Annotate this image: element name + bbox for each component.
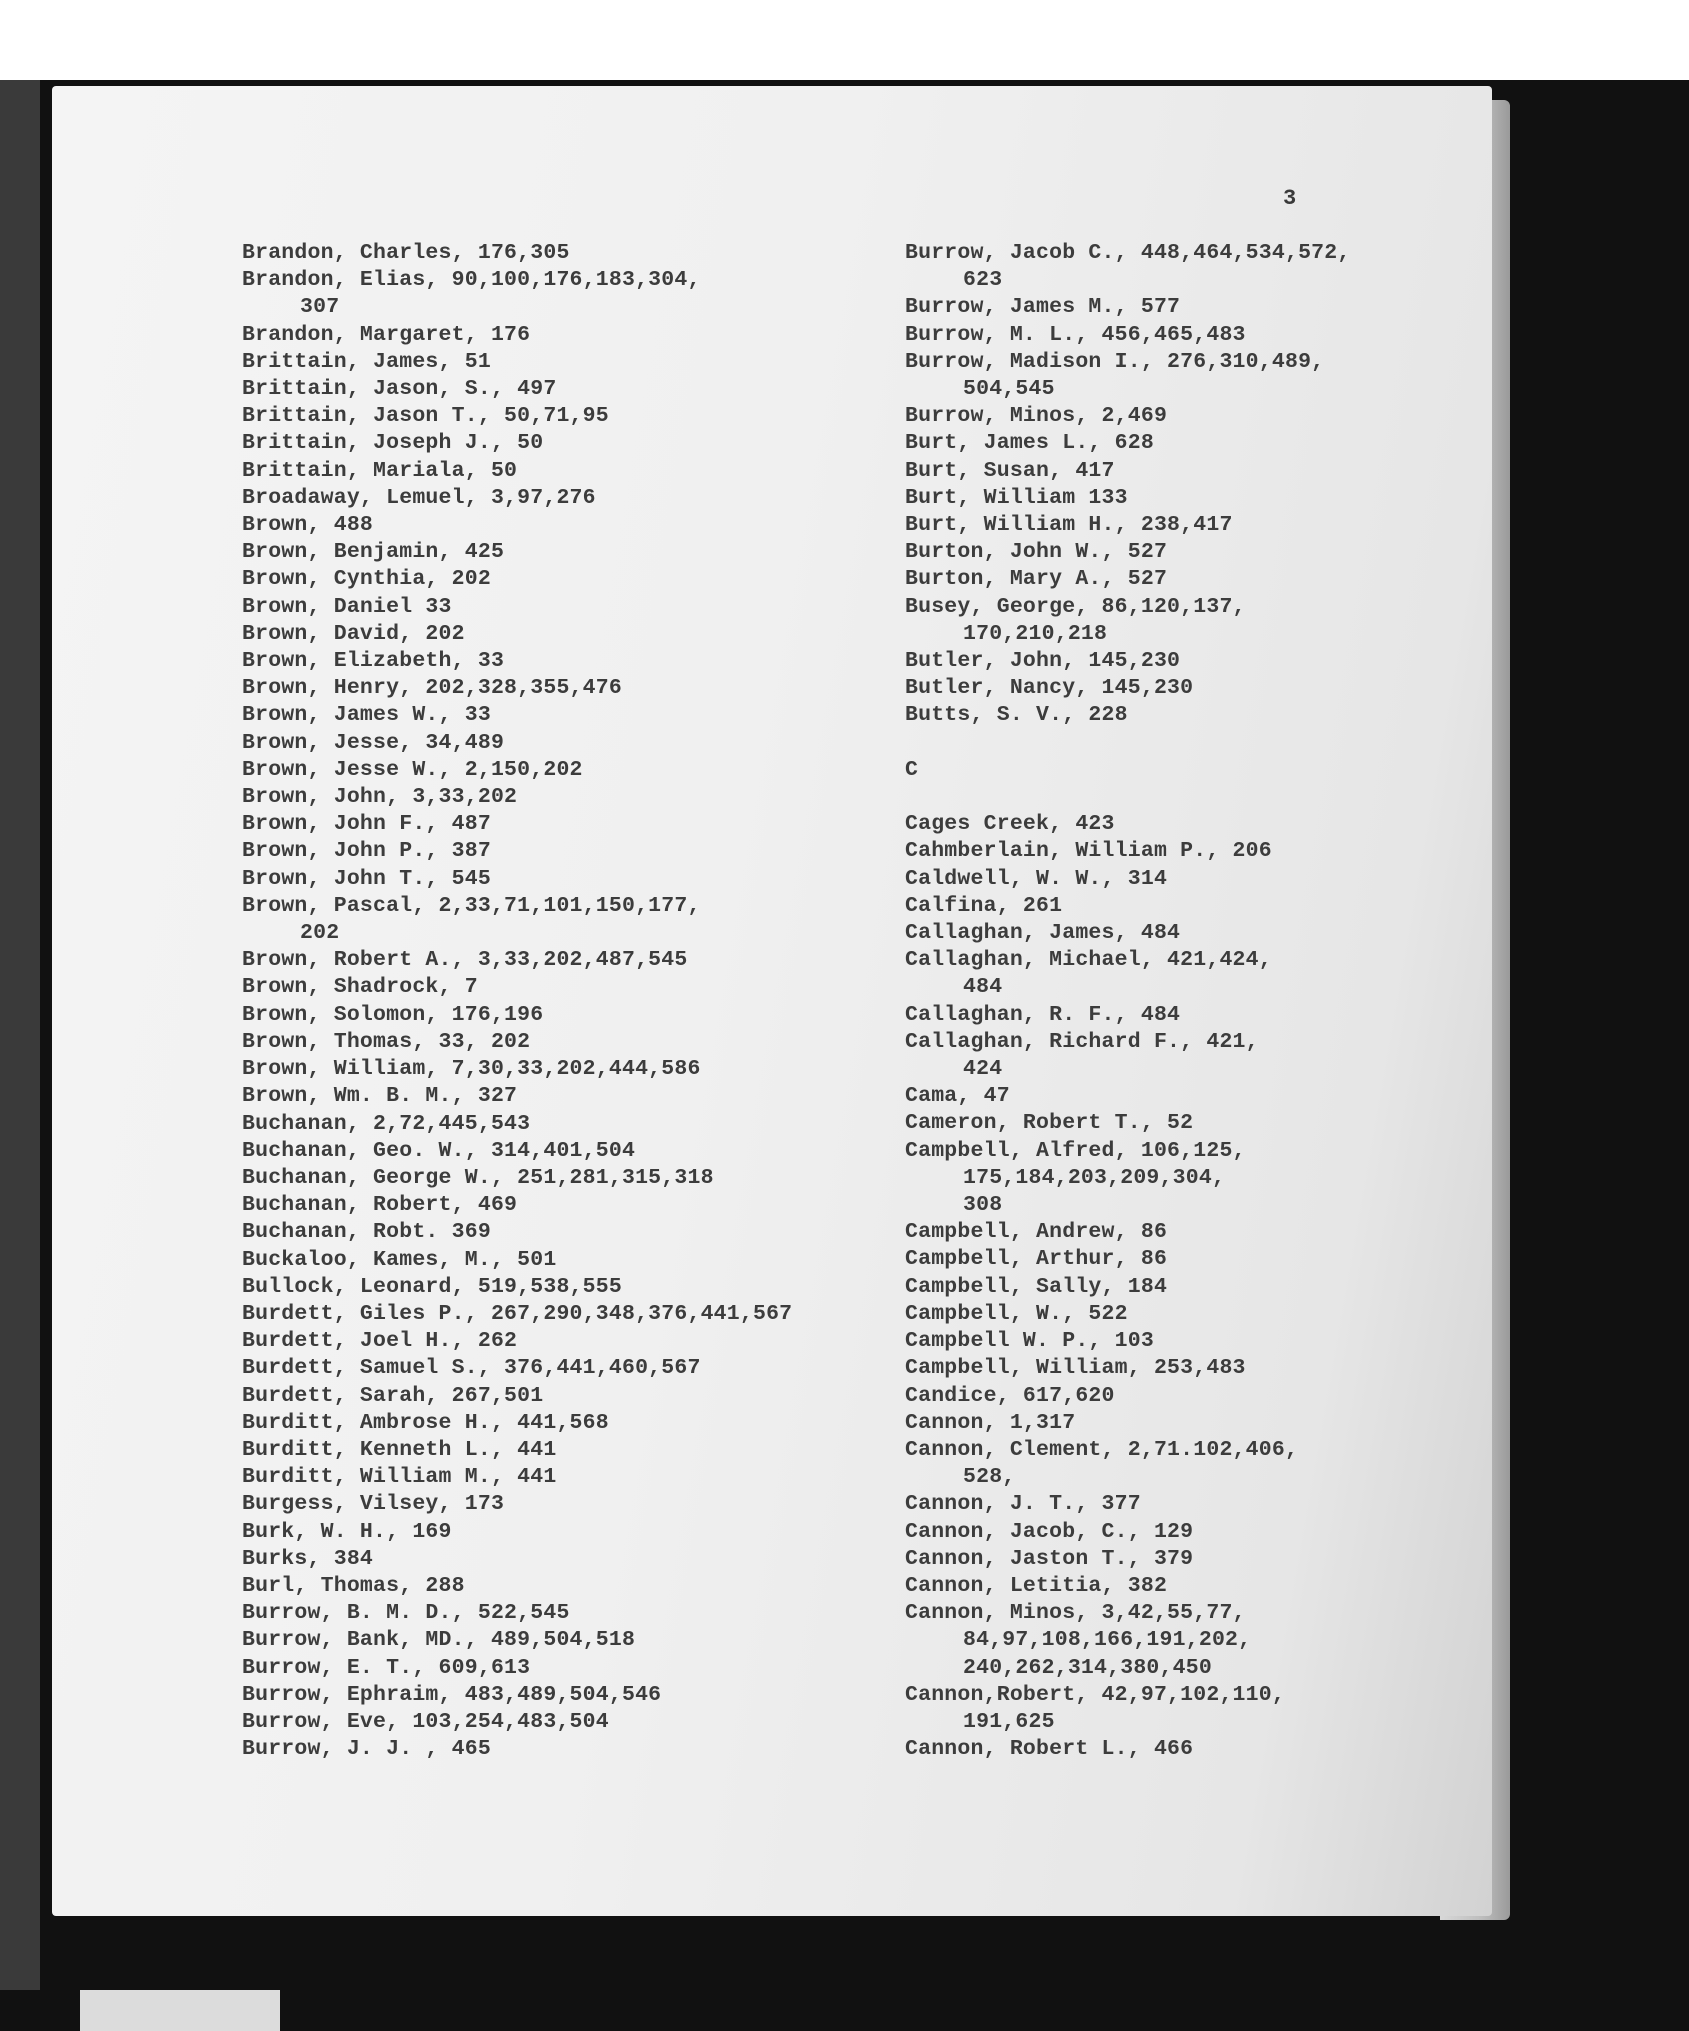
- index-entry: [242, 267, 892, 321]
- index-entry: [242, 675, 892, 702]
- section-spacer: [905, 730, 1425, 757]
- index-entry: [242, 1002, 892, 1029]
- index-entry-text: Burt, Susan, 417: [905, 458, 1115, 483]
- index-entry: [905, 947, 1425, 1001]
- index-entry-text: Burrow, Ephraim, 483,489,504,546: [242, 1682, 662, 1707]
- index-entry: [905, 1600, 1425, 1654]
- index-entry-text: Cama, 47: [905, 1084, 1010, 1109]
- index-entry: [905, 1655, 1425, 1682]
- index-entry: [905, 1546, 1425, 1573]
- index-entry: [242, 1165, 892, 1192]
- index-entry-text: Campbell, Arthur, 86: [905, 1247, 1168, 1272]
- index-entry-text: Campbell W. P., 103: [905, 1329, 1154, 1354]
- index-entry: [242, 1519, 892, 1546]
- index-entry-continuation: 307: [300, 295, 340, 320]
- index-entry: [905, 1192, 1425, 1219]
- index-entry-text: Burditt, Kenneth L., 441: [242, 1437, 557, 1462]
- index-entry-text: Burditt, William M., 441: [242, 1465, 557, 1490]
- index-entry: [242, 1682, 892, 1709]
- index-entry-continuation: 424: [963, 1057, 1003, 1082]
- index-entry-continuation: 484: [963, 975, 1003, 1000]
- index-entry-text: Burrow, Bank, MD., 489,504,518: [242, 1628, 636, 1653]
- index-entry-text: Brandon, Margaret, 176: [242, 322, 531, 347]
- index-entry-continuation: 191,625: [963, 1709, 1055, 1734]
- index-entry: [242, 730, 892, 757]
- index-entry: [242, 866, 892, 893]
- index-entry-text: Burdett, Samuel S., 376,441,460,567: [242, 1356, 701, 1381]
- index-entry-text: Callaghan, James, 484: [905, 921, 1181, 946]
- index-entry: [905, 811, 1425, 838]
- index-entry-text: Broadaway, Lemuel, 3,97,276: [242, 485, 596, 510]
- index-entry-text: Brown, John F., 487: [242, 812, 491, 837]
- index-entry-text: Burl, Thomas, 288: [242, 1573, 465, 1598]
- index-entry-text: Brown, John P., 387: [242, 839, 491, 864]
- index-entry-text: Brittain, Mariala, 50: [242, 458, 518, 483]
- index-entry-text: Brandon, Charles, 176,305: [242, 241, 570, 265]
- index-entry: [905, 1383, 1425, 1410]
- index-entry-text: Cannon, Clement, 2,71.102,406,: [905, 1437, 1299, 1462]
- index-entry: [242, 1355, 892, 1382]
- index-entry-text: Burrow, Minos, 2,469: [905, 404, 1168, 429]
- index-entry-text: Burgess, Vilsey, 173: [242, 1492, 505, 1517]
- index-entry: [905, 1274, 1425, 1301]
- index-entry: [242, 784, 892, 811]
- index-entry-text: Buchanan, Robt. 369: [242, 1220, 491, 1245]
- index-entry: [905, 1437, 1425, 1491]
- index-entry-text: Brown, James W., 33: [242, 703, 491, 728]
- index-entry-text: Brown, Shadrock, 7: [242, 975, 478, 1000]
- index-entry-text: Cahmberlain, William P., 206: [905, 839, 1272, 864]
- index-entry-text: Brown, Cynthia, 202: [242, 567, 491, 592]
- index-entry: [242, 1600, 892, 1627]
- index-entry-text: Cannon, Jacob, C., 129: [905, 1519, 1194, 1544]
- index-entry: [242, 403, 892, 430]
- index-entry: [242, 1247, 892, 1274]
- index-entry-continuation: 202: [300, 921, 340, 946]
- index-entry: [905, 1682, 1425, 1736]
- index-entry: [242, 1736, 892, 1763]
- index-entry-text: Burt, James L., 628: [905, 431, 1154, 456]
- index-entry-text: Callaghan, Richard F., 421,: [905, 1029, 1259, 1054]
- index-entry: [905, 512, 1425, 539]
- index-entry: [242, 1138, 892, 1165]
- index-entry-continuation: 84,97,108,166,191,202,: [963, 1628, 1252, 1653]
- index-entry: [905, 648, 1425, 675]
- index-entry: [242, 430, 892, 457]
- index-entry-text: Brown, Henry, 202,328,355,476: [242, 676, 622, 701]
- index-entry-text: Brittain, James, 51: [242, 349, 491, 374]
- index-entry: [905, 1301, 1425, 1328]
- index-entry: [242, 512, 892, 539]
- index-entry-continuation: 308: [963, 1193, 1003, 1218]
- index-entry-text: Campbell, Alfred, 106,125,: [905, 1138, 1246, 1163]
- index-entry-text: Callaghan, R. F., 484: [905, 1002, 1181, 1027]
- index-entry: [242, 1274, 892, 1301]
- index-entry-text: Buchanan, Geo. W., 314,401,504: [242, 1138, 636, 1163]
- index-entry-text: Butler, Nancy, 145,230: [905, 676, 1194, 701]
- index-entry-text: Campbell, Sally, 184: [905, 1274, 1168, 1299]
- index-entry: [242, 458, 892, 485]
- index-entry-text: Campbell, Andrew, 86: [905, 1220, 1168, 1245]
- index-entry-text: Burdett, Sarah, 267,501: [242, 1383, 544, 1408]
- index-entry: [905, 838, 1425, 865]
- index-entry: [242, 1301, 892, 1328]
- index-entry-text: Buchanan, Robert, 469: [242, 1193, 518, 1218]
- index-entry: [905, 1736, 1425, 1763]
- index-entry: [905, 893, 1425, 920]
- index-entry: [905, 1328, 1425, 1355]
- index-entry: [242, 594, 892, 621]
- index-entry-text: Cannon,Robert, 42,97,102,110,: [905, 1682, 1285, 1707]
- index-entry-text: Burrow, Madison I., 276,310,489,: [905, 349, 1325, 374]
- index-entry: [242, 1219, 892, 1246]
- index-entry: [242, 1029, 892, 1056]
- index-entry-text: Burrow, J. J. , 465: [242, 1737, 491, 1762]
- index-entry-text: Burk, W. H., 169: [242, 1519, 452, 1544]
- index-entry: [242, 893, 892, 947]
- index-entry-text: Brown, William, 7,30,33,202,444,586: [242, 1057, 701, 1082]
- index-entry: [242, 566, 892, 593]
- index-entry: [242, 757, 892, 784]
- index-entry: [905, 485, 1425, 512]
- index-entry-text: Brittain, Jason T., 50,71,95: [242, 404, 609, 429]
- index-entry-text: Burdett, Giles P., 267,290,348,376,441,567: [242, 1301, 793, 1326]
- index-entry: [905, 1138, 1425, 1192]
- index-section-b: [905, 240, 1425, 730]
- index-entry: [242, 1410, 892, 1437]
- index-entry-text: Brown, John, 3,33,202: [242, 785, 518, 810]
- index-entry-continuation: 528,: [963, 1465, 1016, 1490]
- index-entry: [905, 294, 1425, 321]
- index-entry-text: Burrow, B. M. D., 522,545: [242, 1601, 570, 1626]
- index-entry: [242, 1491, 892, 1518]
- index-entry: [905, 1410, 1425, 1437]
- index-entry-text: Cannon, Minos, 3,42,55,77,: [905, 1601, 1246, 1626]
- index-entry-text: Burrow, Jacob C., 448,464,534,572,: [905, 241, 1351, 265]
- index-entry: [905, 1491, 1425, 1518]
- index-entry-text: Brown, John T., 545: [242, 866, 491, 891]
- index-entry: [242, 1437, 892, 1464]
- index-entry: [905, 403, 1425, 430]
- index-entry-text: Burton, John W., 527: [905, 540, 1168, 565]
- index-entry-continuation: 170,210,218: [963, 621, 1108, 646]
- index-entry-text: Brown, Solomon, 176,196: [242, 1002, 544, 1027]
- index-entry-text: Brown, Pascal, 2,33,71,101,150,177,: [242, 893, 701, 918]
- index-column-right: [905, 240, 1425, 1763]
- index-entry: [242, 648, 892, 675]
- index-entry: [905, 594, 1425, 648]
- index-entry: [905, 349, 1425, 403]
- index-section-c: [905, 811, 1425, 1763]
- section-letter-c: C: [905, 757, 918, 782]
- index-entry-text: Brittain, Joseph J., 50: [242, 431, 544, 456]
- index-entry: [242, 1083, 892, 1110]
- index-entry: [905, 1573, 1425, 1600]
- index-entry-text: Calfina, 261: [905, 893, 1063, 918]
- index-entry-text: Campbell, W., 522: [905, 1301, 1128, 1326]
- index-entry-text: Cannon, 1,317: [905, 1410, 1076, 1435]
- index-entry-text: Burrow, Eve, 103,254,483,504: [242, 1709, 609, 1734]
- index-entry-text: Buchanan, 2,72,445,543: [242, 1111, 531, 1136]
- index-entry: [905, 458, 1425, 485]
- index-entry: [905, 675, 1425, 702]
- index-entry-text: Cages Creek, 423: [905, 812, 1115, 837]
- index-entry: [242, 1464, 892, 1491]
- index-entry-continuation: 623: [963, 268, 1003, 293]
- index-entry: [242, 349, 892, 376]
- index-entry: [905, 1002, 1425, 1029]
- index-entry-text: Cannon, J. T., 377: [905, 1492, 1141, 1517]
- index-entry-text: Brown, David, 202: [242, 621, 465, 646]
- index-entry: [905, 1219, 1425, 1246]
- index-entry-text: Burt, William H., 238,417: [905, 513, 1233, 538]
- index-entry: [242, 1111, 892, 1138]
- index-entry-text: Burrow, E. T., 609,613: [242, 1655, 531, 1680]
- index-entry: [905, 539, 1425, 566]
- index-entry-text: Burton, Mary A., 527: [905, 567, 1168, 592]
- index-entry: [905, 566, 1425, 593]
- index-entry-text: Brown, Jesse W., 2,150,202: [242, 757, 583, 782]
- index-entry-text: Burt, William 133: [905, 485, 1128, 510]
- index-entry-text: Burditt, Ambrose H., 441,568: [242, 1410, 609, 1435]
- index-entry: [242, 1328, 892, 1355]
- index-column-left: [242, 240, 892, 1763]
- index-entry: [905, 322, 1425, 349]
- index-entry: [242, 947, 892, 974]
- index-entry-continuation: 240,262,314,380,450: [963, 1655, 1212, 1680]
- index-entry: [905, 240, 1425, 294]
- index-entry: [242, 811, 892, 838]
- index-entry: [905, 1083, 1425, 1110]
- index-entry-text: Buckaloo, Kames, M., 501: [242, 1247, 557, 1272]
- index-entry: [242, 1627, 892, 1654]
- index-entry: [905, 1110, 1425, 1137]
- index-entry-text: Burks, 384: [242, 1546, 374, 1571]
- index-entry-text: Butler, John, 145,230: [905, 649, 1181, 674]
- index-entry-text: Brown, Daniel 33: [242, 594, 452, 619]
- film-border-left: [0, 80, 40, 1990]
- index-entry-text: Burrow, M. L., 456,465,483: [905, 322, 1246, 347]
- index-entry: [242, 621, 892, 648]
- index-entry-text: Butts, S. V., 228: [905, 703, 1128, 728]
- index-entry-text: Brown, Robert A., 3,33,202,487,545: [242, 948, 688, 973]
- page-number: 3: [1283, 186, 1297, 211]
- index-entry-text: Cameron, Robert T., 52: [905, 1111, 1194, 1136]
- index-entry-text: Busey, George, 86,120,137,: [905, 594, 1246, 619]
- index-entry: [242, 838, 892, 865]
- film-border-bottom: [80, 1990, 280, 2031]
- index-entry: [905, 866, 1425, 893]
- index-entry-text: Brown, Thomas, 33, 202: [242, 1029, 531, 1054]
- index-entry-text: Brittain, Jason, S., 497: [242, 377, 557, 402]
- index-entry-text: Bullock, Leonard, 519,538,555: [242, 1274, 622, 1299]
- index-entry-continuation: 175,184,203,209,304,: [963, 1165, 1226, 1190]
- index-entry-text: Brown, Jesse, 34,489: [242, 730, 505, 755]
- index-entry-text: Cannon, Letitia, 382: [905, 1573, 1168, 1598]
- index-entry: [242, 485, 892, 512]
- index-entry: [242, 539, 892, 566]
- index-entry-text: Brown, 488: [242, 513, 374, 538]
- index-entry: [905, 920, 1425, 947]
- index-entry-text: Callaghan, Michael, 421,424,: [905, 948, 1272, 973]
- index-entry: [242, 1655, 892, 1682]
- index-entry-text: Cannon, Robert L., 466: [905, 1737, 1194, 1762]
- index-entry-text: Buchanan, George W., 251,281,315,318: [242, 1165, 714, 1190]
- index-entry: [242, 1709, 892, 1736]
- index-entry: [905, 1519, 1425, 1546]
- index-entry-text: Campbell, William, 253,483: [905, 1356, 1246, 1381]
- index-entry-text: Caldwell, W. W., 314: [905, 866, 1168, 891]
- index-entry-text: Burrow, James M., 577: [905, 295, 1181, 320]
- index-entry: [242, 240, 892, 267]
- index-entry-text: Brown, Benjamin, 425: [242, 540, 505, 565]
- index-entry: [905, 1355, 1425, 1382]
- index-entry-text: Burdett, Joel H., 262: [242, 1329, 518, 1354]
- index-entry: [242, 1546, 892, 1573]
- index-entry-continuation: 504,545: [963, 377, 1055, 402]
- index-entry: [242, 702, 892, 729]
- index-entry: [242, 1192, 892, 1219]
- index-entry: [242, 376, 892, 403]
- index-entry: [242, 1056, 892, 1083]
- index-entry-text: Brandon, Elias, 90,100,176,183,304,: [242, 268, 701, 293]
- index-entry: [242, 974, 892, 1001]
- index-entry: [905, 1029, 1425, 1083]
- index-entry: [905, 702, 1425, 729]
- index-entry: [905, 430, 1425, 457]
- index-entry-text: Brown, Elizabeth, 33: [242, 649, 505, 674]
- index-entry: [242, 322, 892, 349]
- index-entry: [242, 1383, 892, 1410]
- index-entry-text: Cannon, Jaston T., 379: [905, 1546, 1194, 1571]
- index-entry: [905, 1246, 1425, 1273]
- film-border-top: [0, 0, 1689, 80]
- index-entry: [242, 1573, 892, 1600]
- index-entry-text: Brown, Wm. B. M., 327: [242, 1084, 518, 1109]
- index-entry-text: Candice, 617,620: [905, 1383, 1115, 1408]
